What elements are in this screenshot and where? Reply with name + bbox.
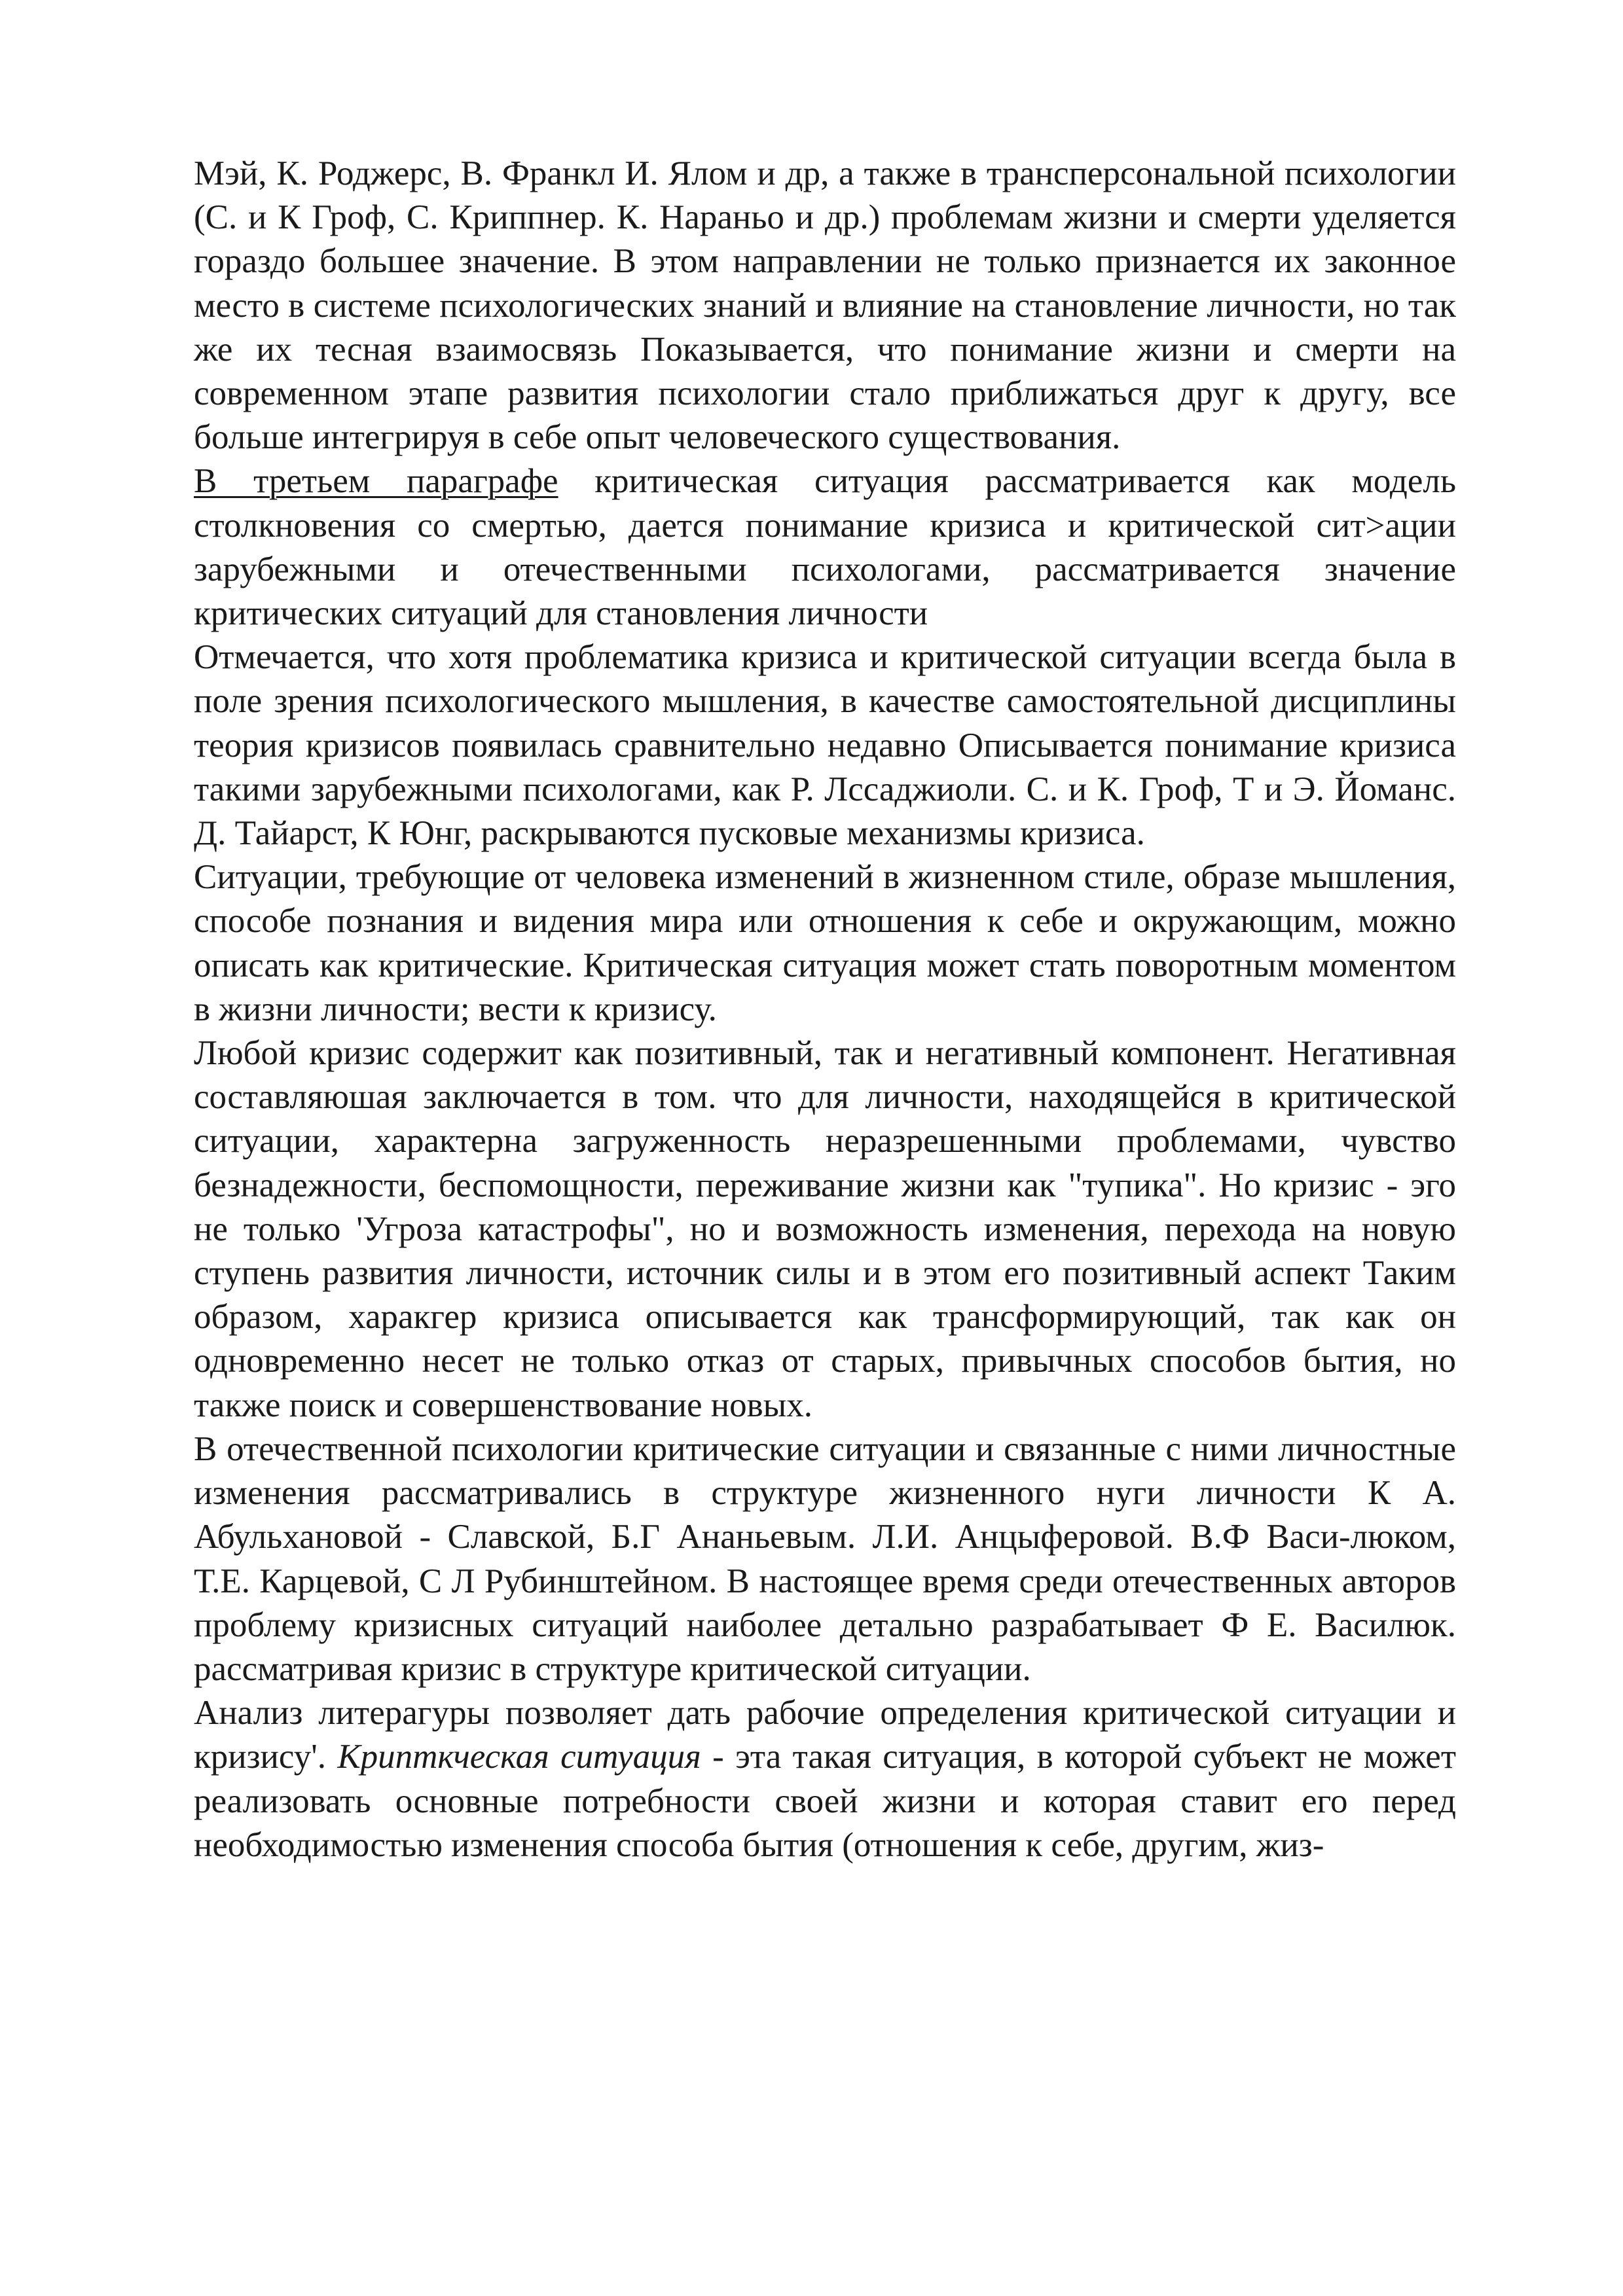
paragraph-6 (194, 1427, 1456, 1691)
paragraph-1-text: Мэй, К. Роджерс, В. Франкл И. Ялом и др, а также в трансперсональной психологии (С. и К Гроф, С. Криппнер. К. Нараньо и др.) проблемам жизни и смерти уделяется гораздо большее значение. В этом направлении не только признается их законное место в системе психологических знаний и влияние на становление личности, но так же их тесная взаимосвязь Показывается, что понимание жизни и смерти на современном этапе развития психологии стало приближаться друг к другу, все больше интегрируя в себе опыт человеческого существования. (194, 154, 1456, 457)
paragraph-7-text-after: - эта такая ситуация, в которой субъект не может реализовать основные потребности своей жизни и которая ставит его перед необходимостью изменения способа бытия (отношения к себе, другим, жиз- (194, 1738, 1456, 1864)
document-page (194, 152, 1456, 1867)
paragraph-5 (194, 1031, 1456, 1427)
paragraph-2-text: критическая ситуация рассматривается как модель столкновения со смертью, дается понимание кризиса и критической сит>ации зарубежными и отечественными психологами, рассматривается значение критических ситуаций для становления личности (194, 462, 1456, 633)
section-reference-underlined: В третьем параграфе (194, 462, 558, 501)
paragraph-4-text: Ситуации, требующие от человека изменений в жизненном стиле, образе мышления, способе познания и видения мира или отношения к себе и окружающим, можно описать как критические. Критическая ситуация может стать поворотным моментом в жизни личности; вести к кризису. (194, 858, 1456, 1028)
paragraph-5-text: Любой кризис содержит как позитивный, так и негативный компонент. Негативная составляюшая заключается в том. что для личности, находящейся в критической ситуации, характерна загруженность неразрешенными проблемами, чувство безнадежности, беспомощности, переживание жизни как "тупика". Но кризис - эго не только 'Угроза катастрофы", но и возможность изменения, перехода на новую ступень развития личности, источник силы и в этом его позитивный аспект Таким образом, харакгер кризиса описывается как трансформирующий, так как он одновременно несет не только отказ от старых, привычных способов бытия, но также поиск и совершенствование новых. (194, 1034, 1456, 1424)
paragraph-6-text: В отечественной психологии критические ситуации и связанные с ними личностные изменения рассматривались в структуре жизненного нуги личности К А. Абульхановой - Славской, Б.Г Ананьевым. Л.И. Анцыферовой. В.Ф Васи-люком, Т.Е. Карцевой, С Л Рубинштейном. В настоящее время среди отечественных авторов проблему кризисных ситуаций наиболее детально разрабатывает Ф Е. Василюк. рассматривая кризис в структуре критической ситуации. (194, 1429, 1456, 1688)
defined-term-italic: Крипткческая ситуация (337, 1738, 701, 1776)
paragraph-1 (194, 152, 1456, 459)
paragraph-7 (194, 1691, 1456, 1867)
paragraph-3-text: Отмечается, что хотя проблематика кризиса и критической ситуации всегда была в поле зрения психологического мышления, в качестве самостоятельной дисциплины теория кризисов появилась сравнительно недавно Описывается понимание кризиса такими зарубежными психологами, как Р. Лссаджиоли. С. и К. Гроф, Т и Э. Йоманс. Д. Тайарст, К Юнг, раскрываются пусковые механизмы кризиса. (194, 638, 1456, 853)
paragraph-4 (194, 855, 1456, 1031)
paragraph-2 (194, 459, 1456, 636)
paragraph-7-text-before: Анализ литерагуры позволяет дать рабочие определения критической ситуации и кризису'. (194, 1694, 1456, 1776)
paragraph-3 (194, 636, 1456, 855)
